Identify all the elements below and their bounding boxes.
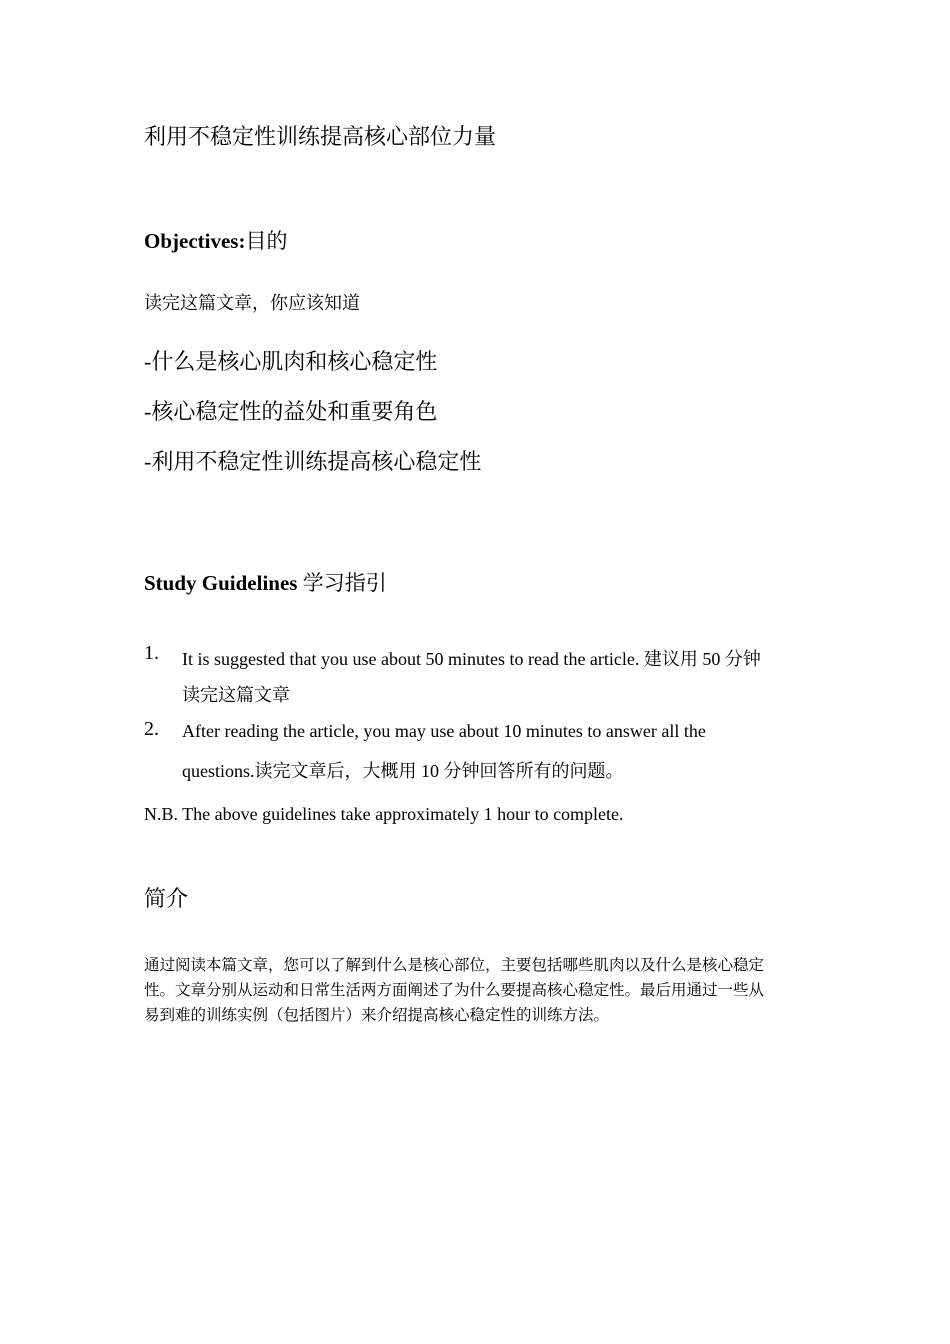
guideline-text: questions.读完文章后，大概用 10 分钟回答所有的问题。	[182, 761, 624, 781]
objective-item: -核心稳定性的益处和重要角色	[144, 399, 438, 424]
document-title: 利用不稳定性训练提高核心部位力量	[144, 124, 497, 149]
guideline-text: It is suggested that you use about 50 minutes to read the article. 建议用 50 分钟	[182, 649, 761, 669]
study-guidelines-heading	[144, 567, 387, 597]
introduction-paragraph-line: 通过阅读本篇文章，您可以了解到什么是核心部位，主要包括哪些肌肉以及什么是核心稳定	[144, 957, 765, 974]
introduction-paragraph-line: 性。文章分别从运动和日常生活两方面阐述了为什么要提高核心稳定性。最后用通过一些从	[144, 982, 765, 999]
guideline-text: After reading the article, you may use about 10 minutes to answer all the	[182, 721, 706, 741]
guideline-number: 2.	[144, 718, 159, 740]
objectives-heading-cn: 目的	[245, 229, 288, 253]
objective-item: -利用不稳定性训练提高核心稳定性	[144, 449, 482, 474]
introduction-paragraph-line: 易到难的训练实例（包括图片）来介绍提高核心稳定性的训练方法。	[144, 1007, 610, 1024]
study-guidelines-heading-cn: 学习指引	[297, 571, 387, 595]
guideline-text: 读完这篇文章	[182, 685, 290, 705]
guidelines-note: N.B. The above guidelines take approximately 1 hour to complete.	[144, 804, 624, 824]
objectives-heading	[144, 225, 287, 255]
objectives-heading-en: Objectives:	[144, 229, 246, 253]
guideline-number: 1.	[144, 642, 159, 664]
objective-item: -什么是核心肌肉和核心稳定性	[144, 349, 438, 374]
study-guidelines-heading-en: Study Guidelines	[144, 571, 298, 595]
introduction-heading: 简介	[144, 886, 189, 911]
objectives-intro: 读完这篇文章，你应该知道	[144, 293, 360, 313]
